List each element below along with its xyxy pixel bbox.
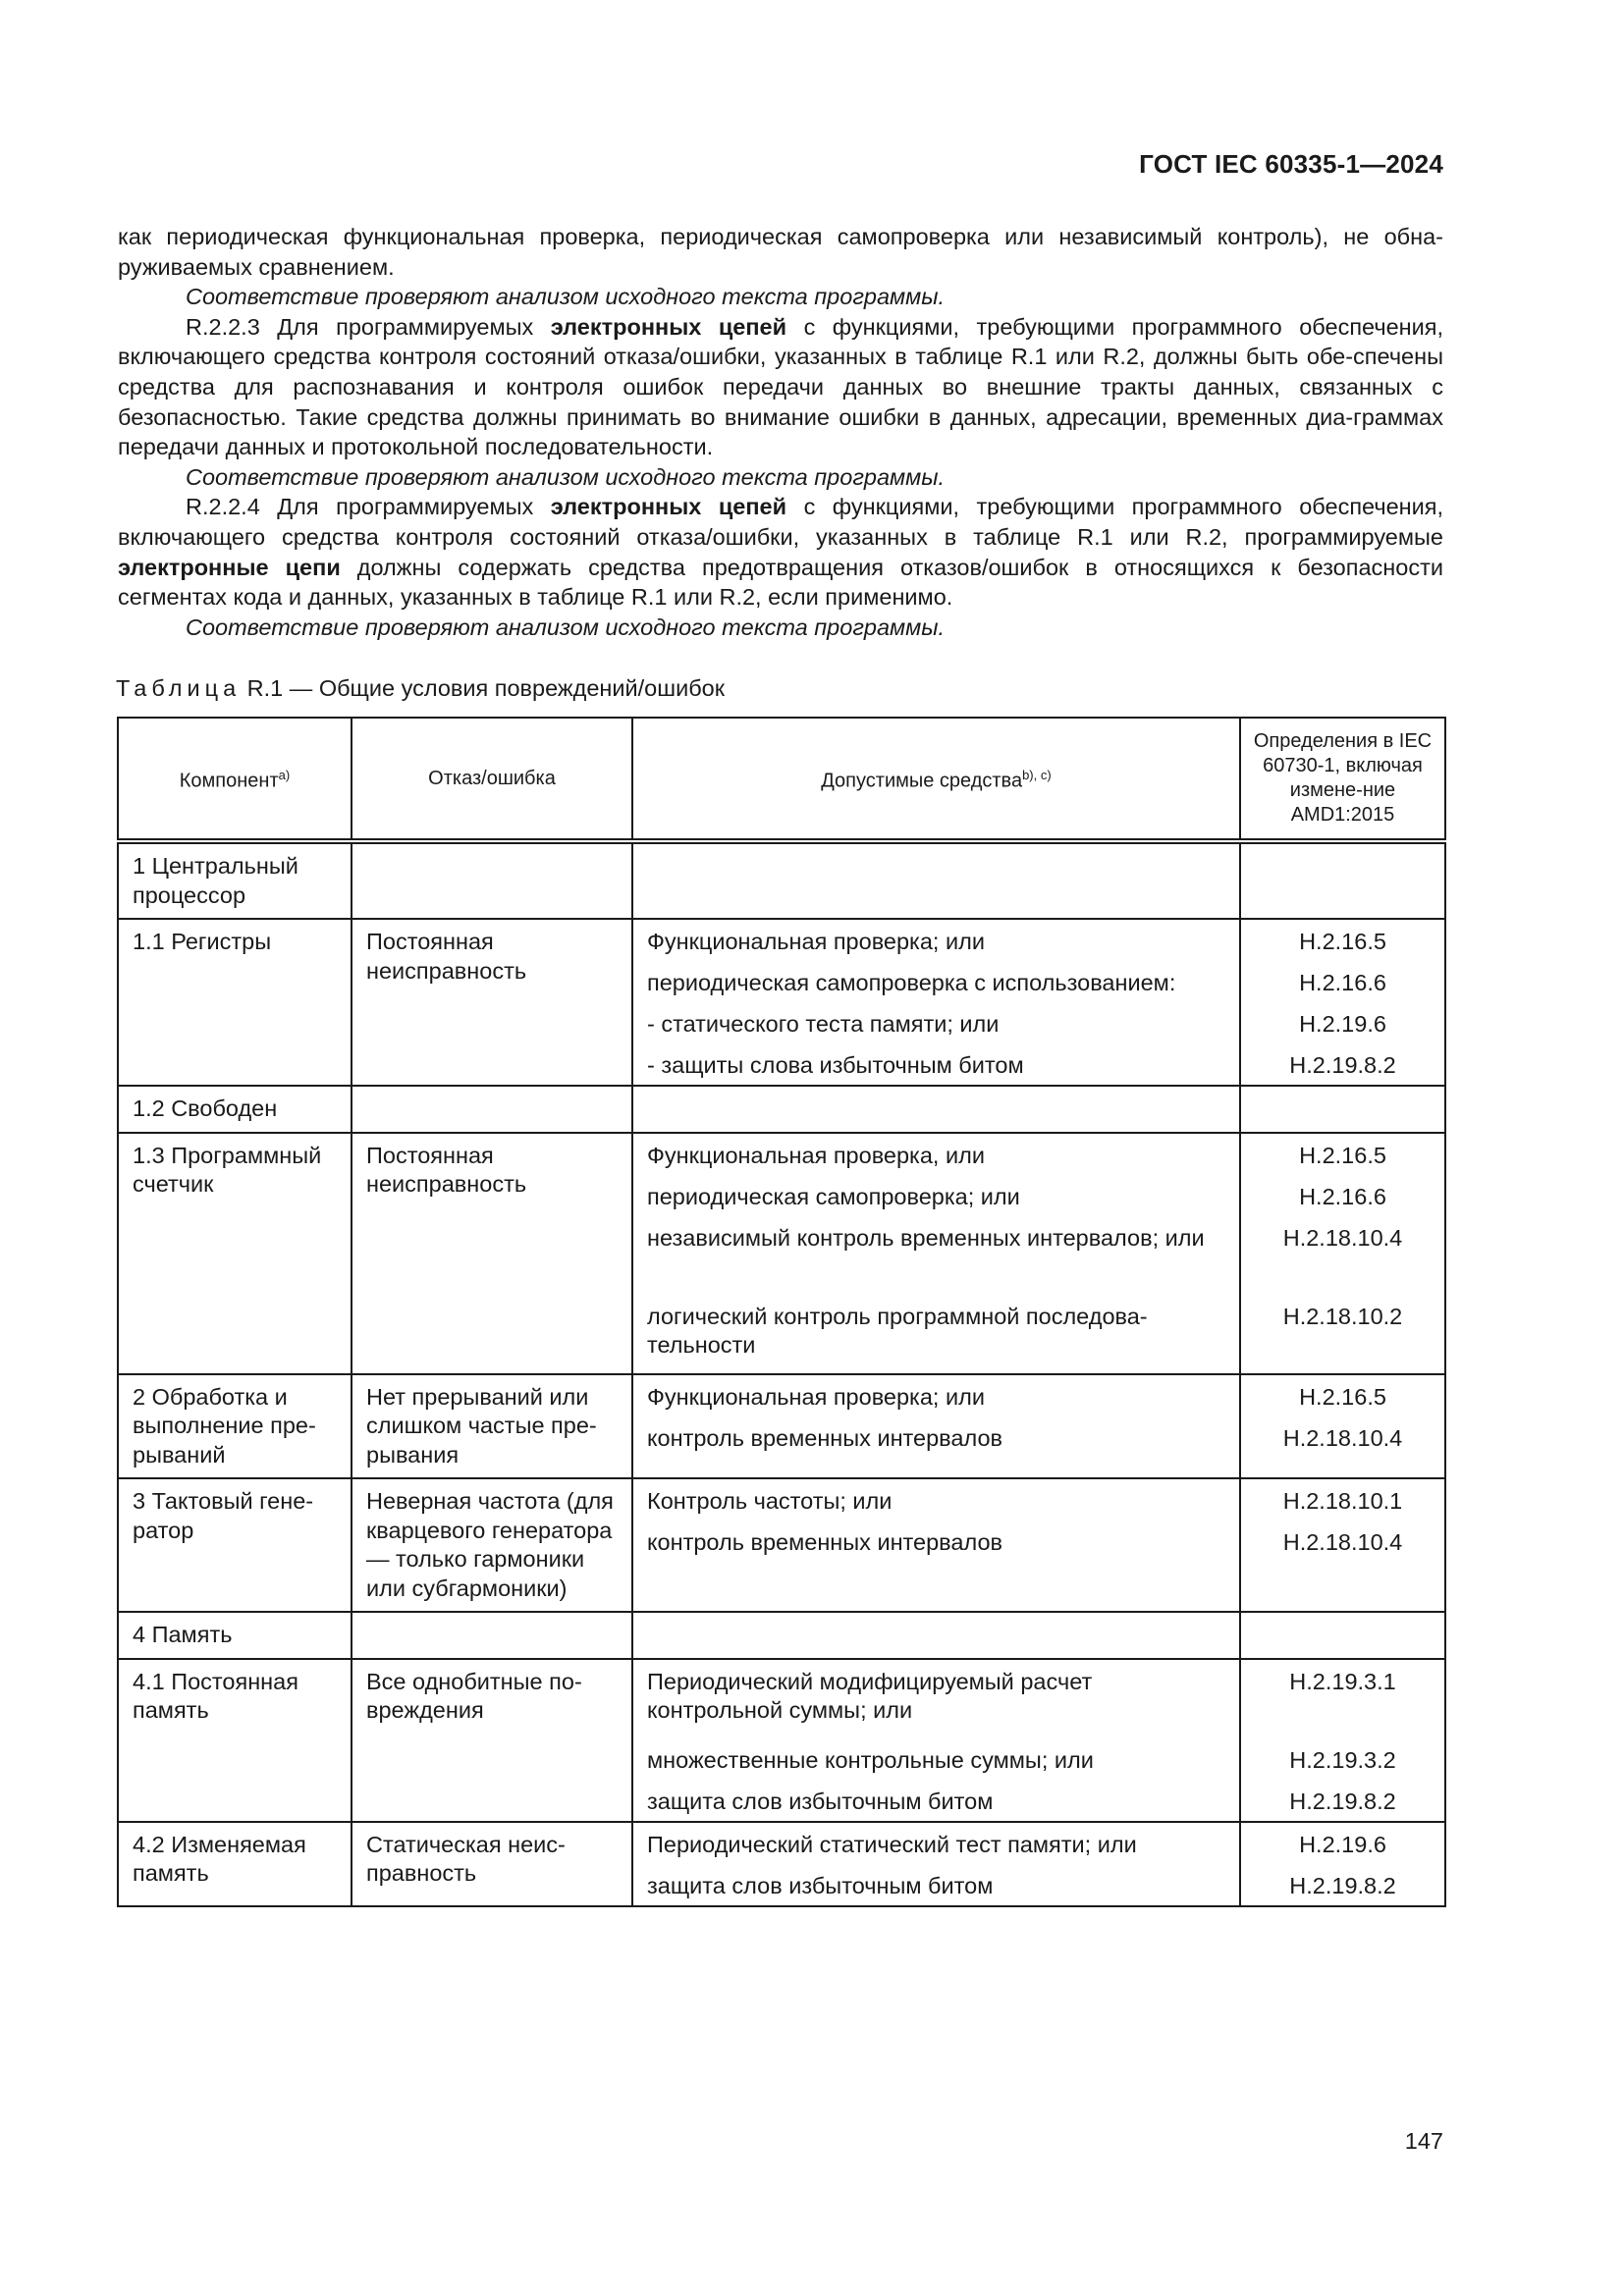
definition-ref: H.2.18.10.2 [1282, 1303, 1403, 1329]
fault-cell: Статическая неис-правность [366, 1831, 566, 1886]
clause-text: R.2.2.4 Для программируемых [186, 494, 551, 520]
component-cell: 1.2 Свободен [133, 1095, 278, 1121]
component-cell: 3 Тактовый гене-ратор [133, 1488, 314, 1543]
means-line: контроль временных интервалов [647, 1424, 1003, 1451]
clause-text: должны содержать средства предотвращения отказов/ошибок в относящихся к безопасности сегментах кода и данных, указанных в таблице R.1 или R.2, если применимо. [118, 554, 1443, 611]
fault-cell: Нет прерываний или слишком частые пре-рывания [366, 1383, 597, 1468]
defined-term: электронных цепей [550, 494, 787, 520]
definition-ref: H.2.16.5 [1299, 1383, 1386, 1410]
definition-ref: H.2.18.10.4 [1282, 1529, 1403, 1555]
table-caption [116, 675, 725, 702]
means-line: Периодический статический тест памяти; или [647, 1831, 1137, 1857]
footnote-ref: a) [278, 768, 291, 783]
fault-cell: Все однобитные по-вреждения [366, 1668, 582, 1723]
table-row [118, 1133, 1445, 1374]
means-line: логический контроль программной последова-тельности [647, 1303, 1148, 1358]
table-row [118, 919, 1445, 1086]
header-fault: Отказ/ошибка [352, 718, 632, 841]
component-cell: 4 Память [133, 1622, 233, 1647]
clause-text: с функциями, требующими программного обеспечения, включающего средства контроля состояний отказа/ошибки, указанных в таблице R.1 или R.2, должны быть обе-спечены средства для распознавания и контроля ошибок передачи данных во внешние тракты данных, связанных с безопасностью. Такие средства должны принимать во внимание ошибки в данных, адресации, временных диа-граммах передачи данных и протокольной последовательности. [118, 313, 1444, 460]
compliance-note: Соответствие проверяют анализом исходного текста программы. [186, 284, 946, 310]
component-cell: 1.3 Программный счетчик [133, 1142, 322, 1197]
definition-ref: H.2.19.8.2 [1289, 1872, 1396, 1898]
compliance-note: Соответствие проверяют анализом исходного текста программы. [186, 614, 946, 640]
table-row [118, 1822, 1445, 1906]
means-line: Функциональная проверка; или [647, 929, 985, 954]
means-line: - защиты слова избыточным битом [647, 1052, 1024, 1078]
fault-cell: Постоянная неисправность [366, 929, 527, 984]
footnote-ref: b), c) [1022, 768, 1052, 783]
table-row [118, 1612, 1445, 1659]
component-cell: 1.1 Регистры [133, 929, 272, 954]
header-definitions: Определения в IEC 60730-1, включая измене-ние AMD1:2015 [1240, 718, 1445, 841]
means-line: Функциональная проверка; или [647, 1383, 985, 1410]
means-line: защита слов избыточным битом [647, 1872, 994, 1898]
definition-ref: H.2.19.3.1 [1289, 1668, 1396, 1694]
component-cell: 1 Центральный процессор [133, 853, 298, 908]
definition-ref: H.2.19.3.2 [1289, 1746, 1396, 1773]
means-line: Периодический модифицируемый расчет контрольной суммы; или [647, 1668, 1093, 1723]
clause-r-2-2-4 [118, 492, 1443, 612]
definition-ref: H.2.16.6 [1299, 1183, 1386, 1209]
defined-term: электронные цепи [118, 554, 341, 580]
fault-cell: Неверная частота (для кварцевого генератора — только гармоники или субгармоники) [366, 1488, 614, 1601]
means-line: Контроль частоты; или [647, 1488, 893, 1514]
means-line: независимый контроль временных интервалов; или [647, 1224, 1205, 1251]
component-cell: 4.1 Постоянная память [133, 1668, 298, 1723]
header-means-label: Допустимые средства [821, 770, 1023, 792]
component-cell: 4.2 Изменяемая память [133, 1831, 306, 1886]
defined-term: электронных цепей [550, 313, 787, 340]
clause-text: R.2.2.3 Для программируемых [186, 313, 551, 340]
definition-ref: H.2.16.5 [1299, 1142, 1386, 1168]
means-line: - статического теста памяти; или [647, 1011, 1000, 1037]
definition-ref: H.2.18.10.4 [1282, 1224, 1403, 1251]
table-caption-word: Таблица [116, 675, 242, 701]
page-number: 147 [1404, 2128, 1443, 2154]
definition-ref: H.2.19.8.2 [1289, 1052, 1396, 1078]
fault-cell: Постоянная неисправность [366, 1142, 527, 1197]
definition-ref: H.2.19.8.2 [1289, 1788, 1396, 1814]
means-line: Функциональная проверка, или [647, 1142, 985, 1168]
means-line: контроль временных интервалов [647, 1529, 1003, 1555]
header-component-label: Компонент [179, 770, 279, 792]
body-text [118, 222, 1443, 642]
definition-ref: H.2.19.6 [1299, 1011, 1386, 1037]
paragraph-continuation: как периодическая функциональная проверка, периодическая самопроверка или независимый контроль), не обна-руживаемых сравнением. [118, 224, 1443, 280]
header-means [632, 718, 1240, 841]
table-row [118, 1659, 1445, 1822]
table-r1 [117, 717, 1444, 1907]
definition-ref: H.2.16.6 [1299, 970, 1386, 995]
table-header-row [118, 718, 1445, 841]
means-line: защита слов избыточным битом [647, 1788, 994, 1814]
definition-ref: H.2.19.6 [1299, 1831, 1386, 1857]
means-line: множественные контрольные суммы; или [647, 1746, 1094, 1773]
clause-r-2-2-3 [118, 312, 1443, 462]
table-caption-title: R.1 — Общие условия повреждений/ошибок [241, 675, 726, 701]
definition-ref: H.2.18.10.4 [1282, 1424, 1403, 1451]
header-component [118, 718, 352, 841]
document-header: ГОСТ IEC 60335-1—2024 [1139, 149, 1443, 179]
definition-ref: H.2.18.10.1 [1282, 1488, 1403, 1514]
component-cell: 2 Обработка и выполнение пре-рываний [133, 1383, 316, 1468]
definition-ref: H.2.16.5 [1299, 929, 1386, 954]
means-line: периодическая самопроверка; или [647, 1183, 1020, 1209]
table-row [118, 1086, 1445, 1133]
clause-text: с функциями, требующими программного обеспечения, включающего средства контроля состояний отказа/ошибки, указанных в таблице R.1 или R.2, программируемые [118, 494, 1444, 550]
compliance-note: Соответствие проверяют анализом исходного текста программы. [186, 463, 946, 490]
means-line: периодическая самопроверка с использованием: [647, 970, 1176, 995]
table-row [118, 1374, 1445, 1479]
table-row [118, 1478, 1445, 1612]
table-row [118, 841, 1445, 919]
